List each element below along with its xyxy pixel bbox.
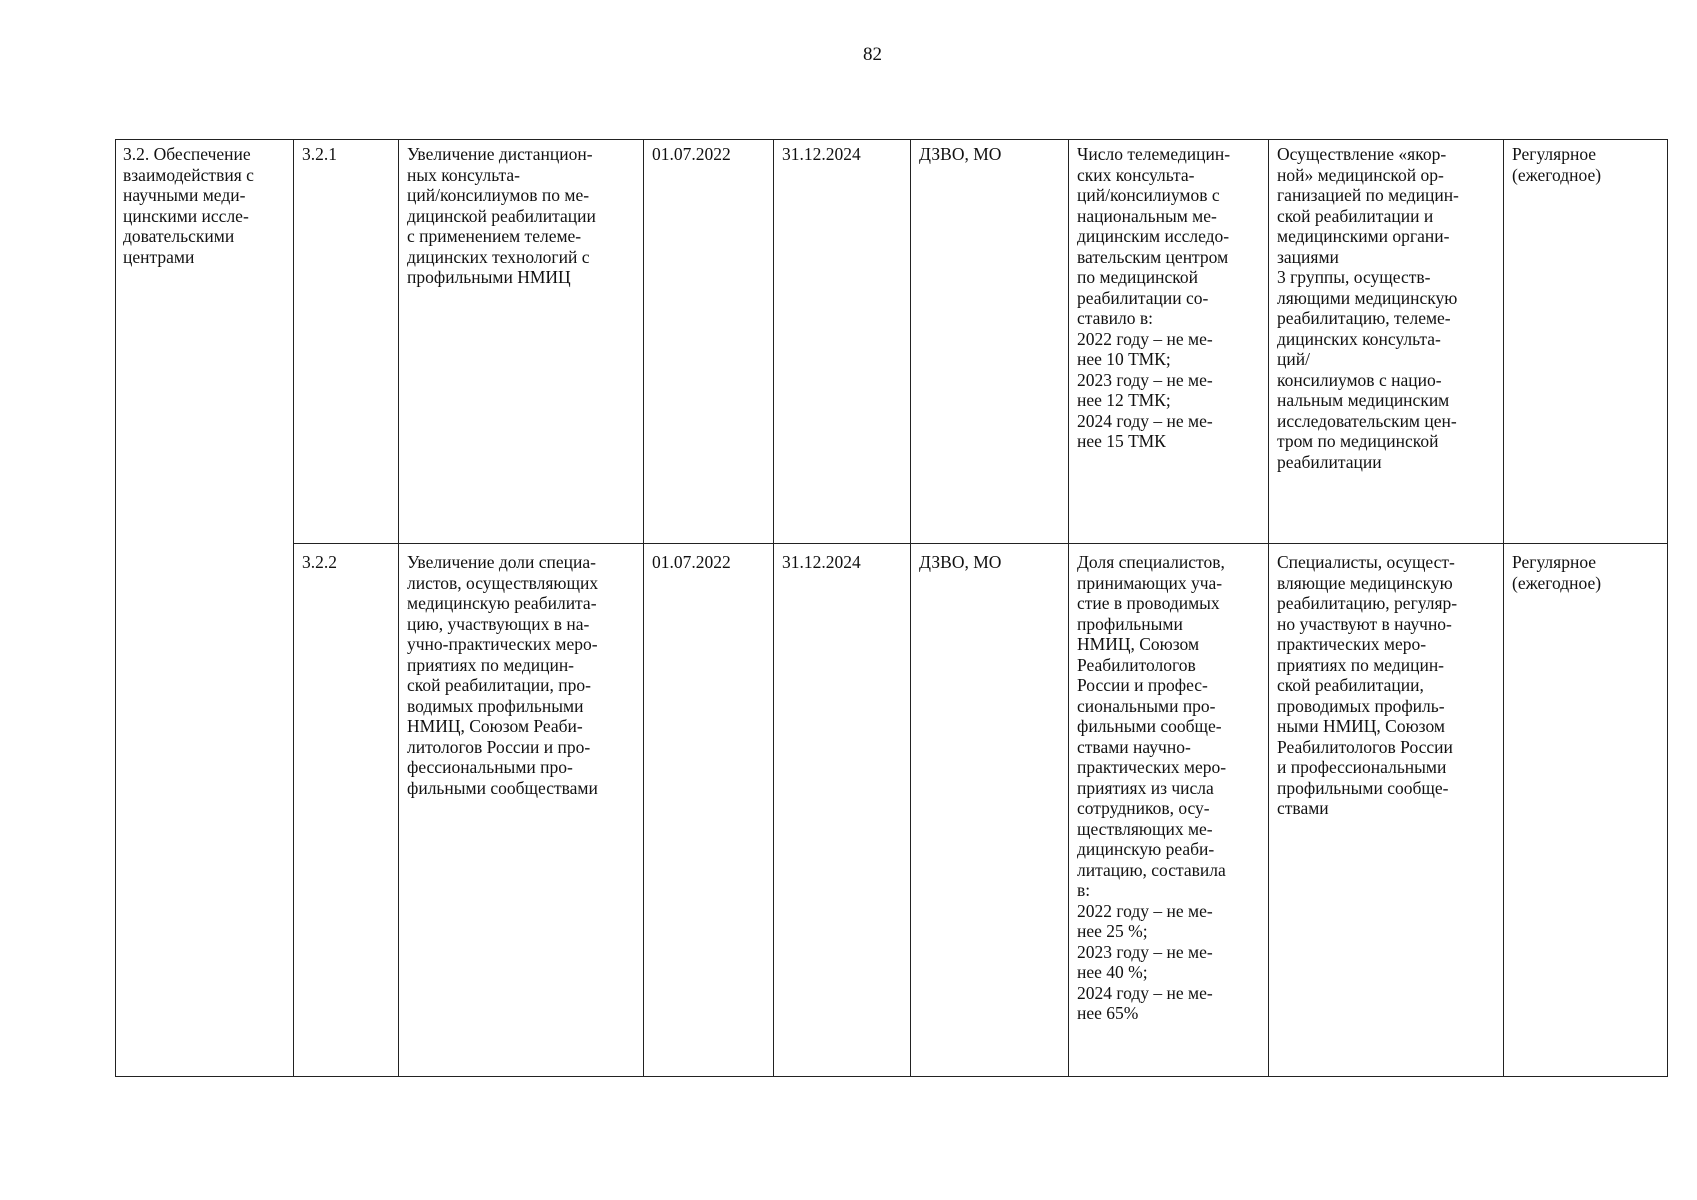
activity-cell: Увеличение дистанцион- ных консульта- ций/консилиумов по ме- дицинской реабилитации с применением телеме- дицинских технологий с профильными НМИЦ <box>399 140 644 544</box>
table-row <box>116 544 1668 1077</box>
start-date-cell: 01.07.2022 <box>644 544 774 1077</box>
result-cell: Специалисты, осущест- вляющие медицинскую реабилитацию, регуляр- но участвуют в научно- практических меро- приятиях по медицин- ской реабилитации, проводимых профиль- ными НМИЦ, Союзом Реабилитологов России и профессиональными профильными сообще- ствами <box>1269 544 1504 1077</box>
end-date-cell: 31.12.2024 <box>774 140 911 544</box>
page-number: 82 <box>863 44 882 65</box>
responsible-cell: ДЗВО, МО <box>911 140 1069 544</box>
action-plan-table <box>115 139 1668 1077</box>
frequency-cell: Регулярное (ежегодное) <box>1504 140 1668 544</box>
table-row <box>116 140 1668 544</box>
result-cell: Осуществление «якор- ной» медицинской ор- ганизацией по медицин- ской реабилитации и медицинскими органи- зациями 3 группы, осуществ- ляющими медицинскую реабилитацию, телеме- дицинских консульта- ций/ консилиумов с нацио- нальным медицинским исследовательским цен- тром по медицинской реабилитации <box>1269 140 1504 544</box>
code-cell: 3.2.1 <box>294 140 399 544</box>
end-date-cell: 31.12.2024 <box>774 544 911 1077</box>
start-date-cell: 01.07.2022 <box>644 140 774 544</box>
frequency-cell: Регулярное (ежегодное) <box>1504 544 1668 1077</box>
activity-cell: Увеличение доли специа- листов, осуществляющих медицинскую реабилита- цию, участвующих в на- учно-практических меро- приятиях по медицин- ской реабилитации, про- водимых профильными НМИЦ, Союзом Реаби- литологов России и про- фессиональными про- фильными сообществами <box>399 544 644 1077</box>
responsible-cell: ДЗВО, МО <box>911 544 1069 1077</box>
indicator-cell: Число телемедицин- ских консульта- ций/консилиумов с национальным ме- дицинским исследо- вательским центром по медицинской реабилитации со- ставило в: 2022 году – не ме- нее 10 ТМК; 2023 году – не ме- нее 12 ТМК; 2024 году – не ме- нее 15 ТМК <box>1069 140 1269 544</box>
indicator-cell: Доля специалистов, принимающих уча- стие в проводимых профильными НМИЦ, Союзом Реабилитологов России и профес- сиональными про- фильными сообще- ствами научно- практических меро- приятиях из числа сотрудников, осу- ществляющих ме- дицинскую реаби- литацию, составила в: 2022 году – не ме- нее 25 %; 2023 году – не ме- нее 40 %; 2024 году – не ме- нее 65% <box>1069 544 1269 1077</box>
code-cell: 3.2.2 <box>294 544 399 1077</box>
task-title-cell: 3.2. Обеспечение взаимодействия с научными меди- цинскими иссле- довательскими центрами <box>116 140 294 1077</box>
